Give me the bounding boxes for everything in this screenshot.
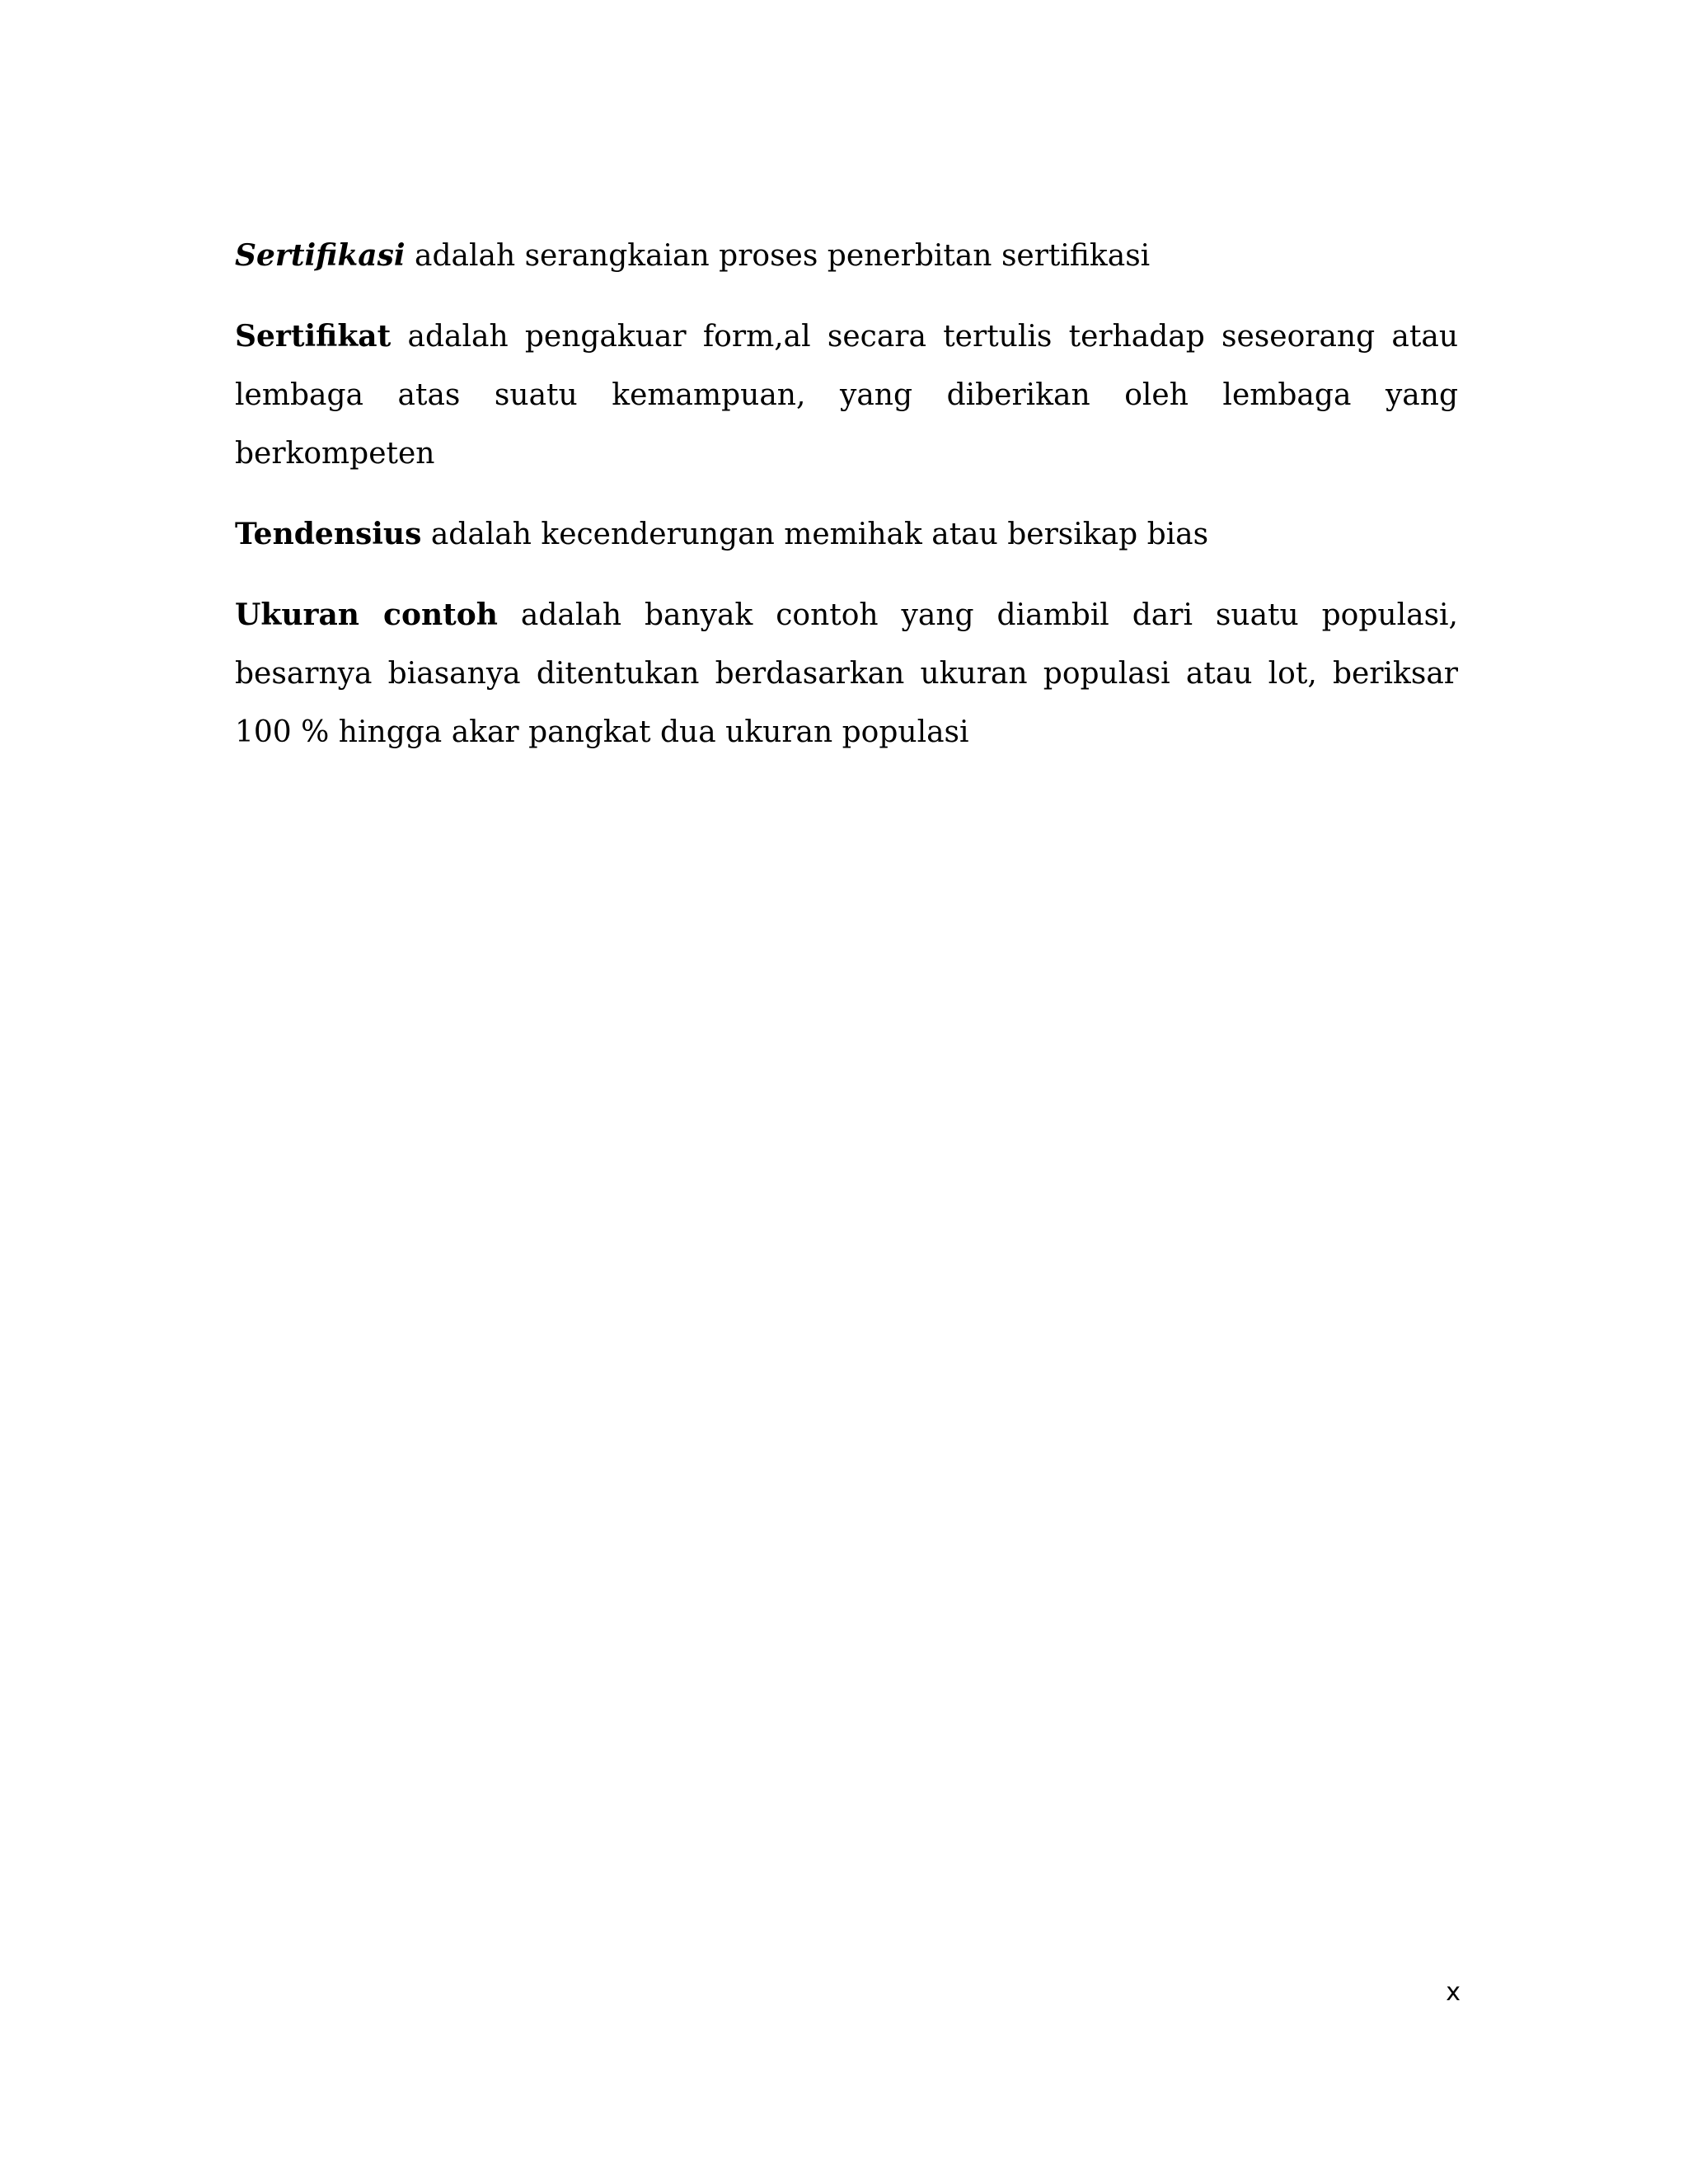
glossary-entry-sertifikasi <box>235 227 1458 285</box>
glossary-definition: adalah pengakuar form,al secara tertulis terhadap seseorang atau lembaga atas suatu kemampuan, yang diberikan oleh lembaga yang berkompeten <box>235 320 1458 471</box>
glossary-definition: adalah banyak contoh yang diambil dari suatu populasi, besarnya biasanya ditentukan berdasarkan ukuran populasi atau lot, beriksar 100 % hingga akar pangkat dua ukuran populasi <box>235 598 1458 749</box>
glossary-term: Sertifikasi <box>235 238 406 273</box>
glossary-definition: adalah serangkaian proses penerbitan sertifikasi <box>405 239 1151 273</box>
glossary-entry-sertifikat <box>235 307 1458 483</box>
glossary-entry-tendensius <box>235 505 1458 564</box>
glossary-definition: adalah kecenderungan memihak atau bersikap bias <box>421 518 1209 551</box>
glossary-list <box>235 227 1458 784</box>
glossary-term: Sertifikat <box>235 319 392 354</box>
page-number: x <box>1446 1978 1461 2007</box>
glossary-term: Tendensius <box>235 517 422 551</box>
glossary-entry-ukuran-contoh <box>235 586 1458 762</box>
glossary-term: Ukuran contoh <box>235 598 498 632</box>
